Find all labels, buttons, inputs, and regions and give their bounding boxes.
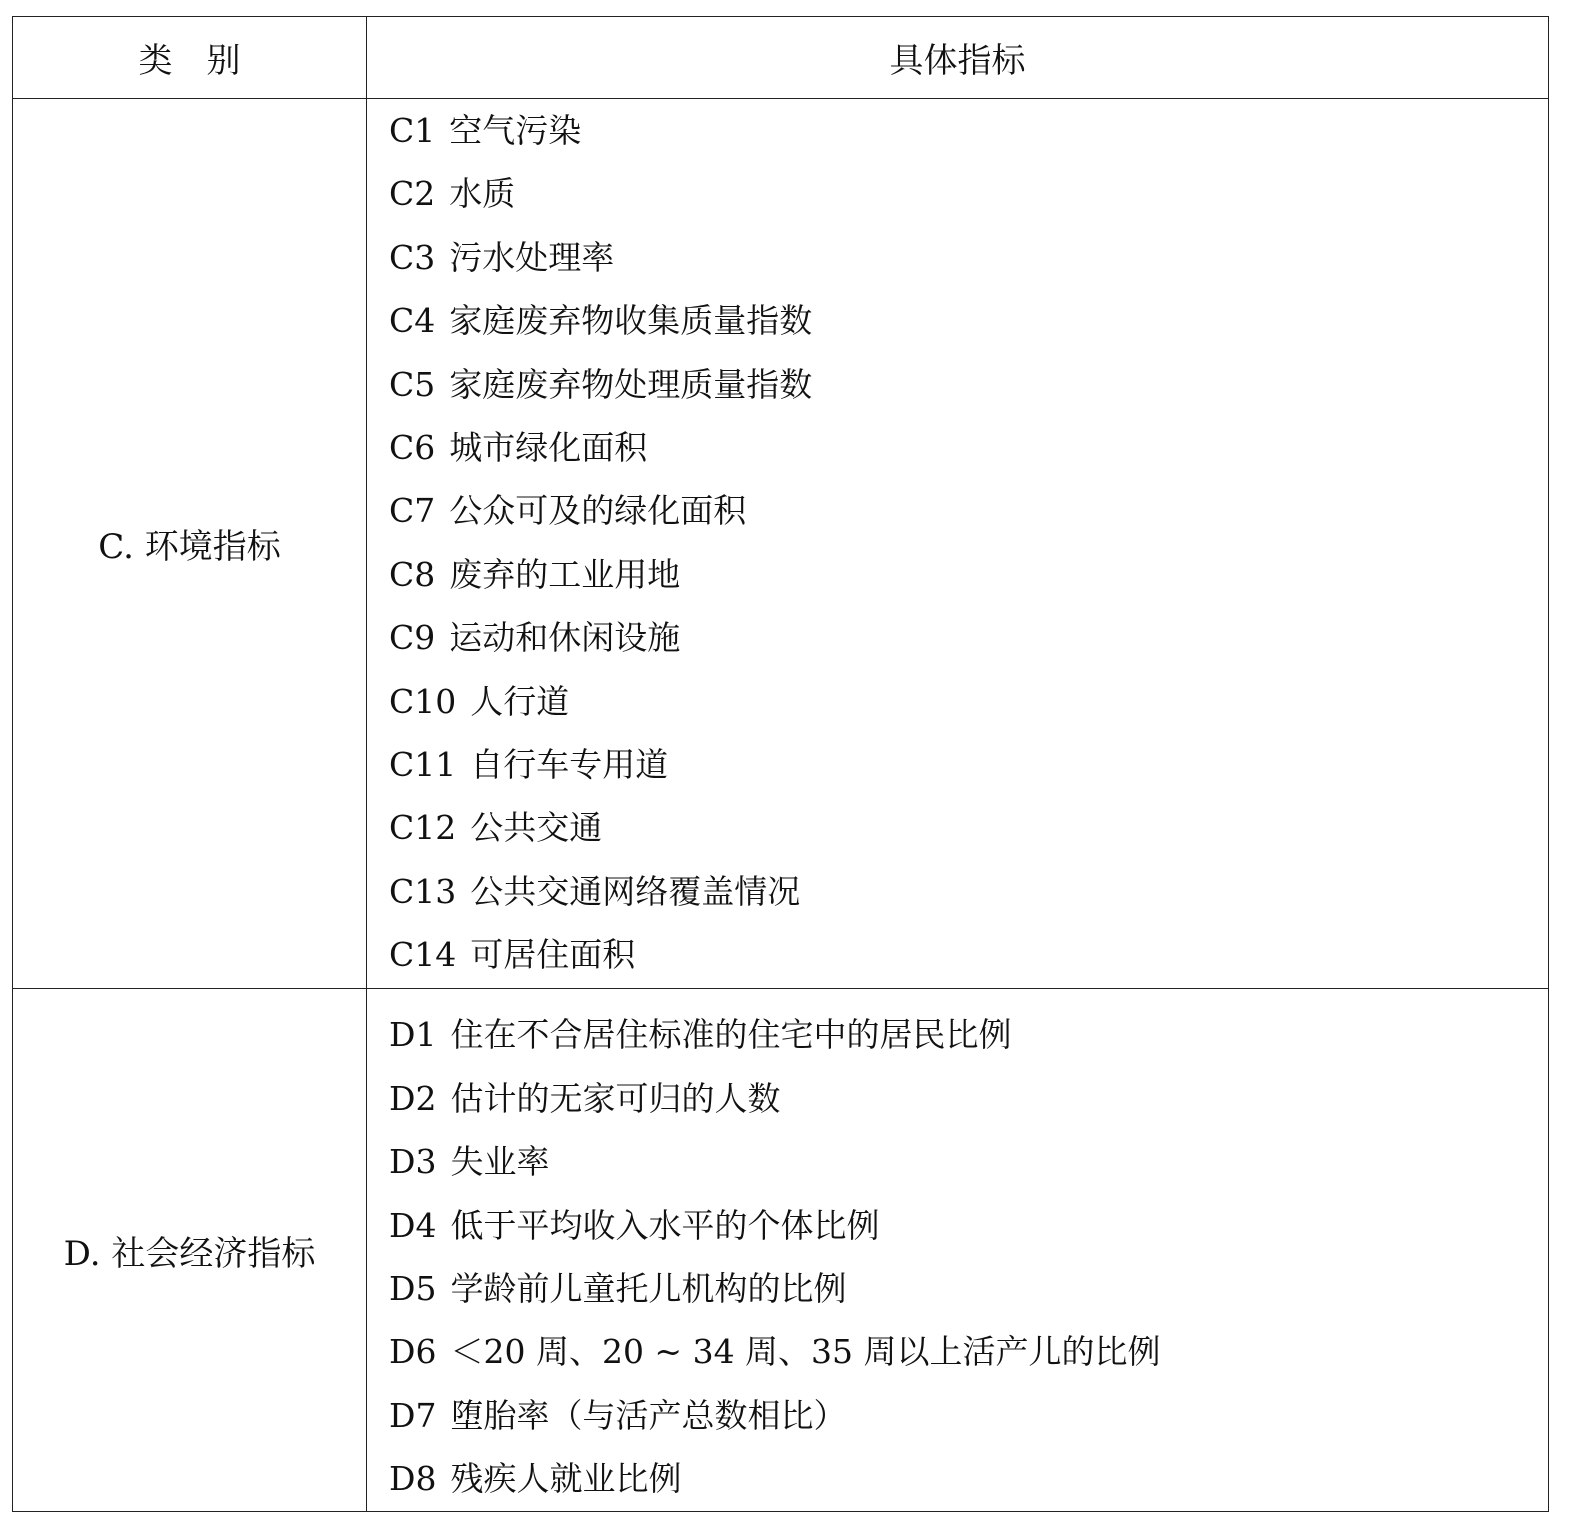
indicator-text: 残疾人就业比例 bbox=[450, 1459, 682, 1499]
indicator-code: D8 bbox=[389, 1459, 437, 1499]
indicator-text: 空气污染 bbox=[449, 111, 582, 150]
indicator-code: C3 bbox=[389, 237, 436, 277]
indicator-text: 人行道 bbox=[470, 681, 570, 721]
category-environment: C. 环境指标 bbox=[13, 99, 367, 989]
list-item bbox=[389, 226, 1548, 289]
indicator-text: 可居住面积 bbox=[470, 935, 636, 975]
indicator-text: 废弃的工业用地 bbox=[449, 554, 681, 594]
indicator-cell-environment bbox=[367, 99, 1549, 989]
indicator-code: C7 bbox=[389, 491, 436, 531]
list-item bbox=[389, 923, 1548, 986]
list-item bbox=[389, 670, 1548, 733]
indicator-code: C9 bbox=[389, 618, 436, 658]
header-row bbox=[13, 17, 1549, 99]
indicator-text: 堕胎率（与活产总数相比） bbox=[450, 1395, 847, 1435]
indicator-text: 公众可及的绿化面积 bbox=[449, 491, 747, 531]
indicator-text: 城市绿化面积 bbox=[449, 427, 648, 467]
list-item bbox=[389, 796, 1548, 859]
indicator-text: 自行车专用道 bbox=[470, 744, 669, 784]
indicator-code: C13 bbox=[389, 871, 457, 911]
indicator-code: C5 bbox=[389, 364, 436, 404]
indicator-text: 家庭废弃物收集质量指数 bbox=[449, 301, 813, 341]
list-item bbox=[389, 99, 1548, 162]
indicator-text: 低于平均收入水平的个体比例 bbox=[450, 1205, 880, 1245]
indicator-code: C2 bbox=[389, 174, 436, 214]
list-item bbox=[389, 1194, 1548, 1257]
indicator-code: C11 bbox=[389, 744, 457, 784]
header-indicators: 具体指标 bbox=[367, 17, 1549, 99]
list-item bbox=[389, 162, 1548, 225]
indicator-text: 公共交通 bbox=[470, 808, 603, 848]
indicator-text: 失业率 bbox=[450, 1142, 550, 1182]
indicator-code: C6 bbox=[389, 427, 436, 467]
list-item bbox=[389, 860, 1548, 923]
indicator-code: D5 bbox=[389, 1269, 437, 1309]
indicator-text: 公共交通网络覆盖情况 bbox=[470, 871, 801, 911]
list-item bbox=[389, 353, 1548, 416]
indicator-table bbox=[12, 16, 1549, 1512]
indicator-code: C1 bbox=[389, 111, 436, 150]
category-socioeconomic: D. 社会经济指标 bbox=[13, 989, 367, 1511]
indicator-list-environment bbox=[389, 99, 1548, 986]
indicator-code: C8 bbox=[389, 554, 436, 594]
indicator-code: D1 bbox=[389, 1015, 437, 1055]
list-item bbox=[389, 733, 1548, 796]
list-item bbox=[389, 543, 1548, 606]
list-item bbox=[389, 1130, 1548, 1193]
list-item bbox=[389, 1003, 1548, 1066]
indicator-text: 水质 bbox=[449, 174, 516, 214]
indicator-code: D6 bbox=[389, 1332, 437, 1372]
indicator-text: 估计的无家可归的人数 bbox=[450, 1078, 781, 1118]
section-row-socioeconomic bbox=[13, 989, 1549, 1511]
indicator-code: D7 bbox=[389, 1395, 437, 1435]
list-item bbox=[389, 1257, 1548, 1320]
indicator-code: C10 bbox=[389, 681, 457, 721]
list-item bbox=[389, 289, 1548, 352]
indicator-text: 运动和休闲设施 bbox=[449, 618, 681, 658]
list-item bbox=[389, 1447, 1548, 1510]
list-item bbox=[389, 479, 1548, 542]
indicator-code: D3 bbox=[389, 1142, 437, 1182]
list-item bbox=[389, 1320, 1548, 1383]
indicator-code: D4 bbox=[389, 1205, 437, 1245]
list-item bbox=[389, 416, 1548, 479]
indicator-text: 污水处理率 bbox=[449, 237, 615, 277]
indicator-text: 住在不合居住标准的住宅中的居民比例 bbox=[450, 1015, 1012, 1055]
list-item bbox=[389, 1067, 1548, 1130]
indicator-cell-socioeconomic bbox=[367, 989, 1549, 1511]
indicator-list-socioeconomic bbox=[389, 1003, 1548, 1510]
section-row-environment bbox=[13, 99, 1549, 989]
indicator-text: 学龄前儿童托儿机构的比例 bbox=[450, 1269, 847, 1309]
header-category: 类 别 bbox=[13, 17, 367, 99]
indicator-text: 家庭废弃物处理质量指数 bbox=[449, 364, 813, 404]
indicator-code: C4 bbox=[389, 301, 436, 341]
indicator-code: D2 bbox=[389, 1078, 437, 1118]
list-item bbox=[389, 1384, 1548, 1447]
indicator-code: C14 bbox=[389, 935, 457, 975]
indicator-text: ＜20 周、20 ~ 34 周、35 周以上活产儿的比例 bbox=[450, 1332, 1161, 1372]
list-item bbox=[389, 606, 1548, 669]
indicator-code: C12 bbox=[389, 808, 457, 848]
